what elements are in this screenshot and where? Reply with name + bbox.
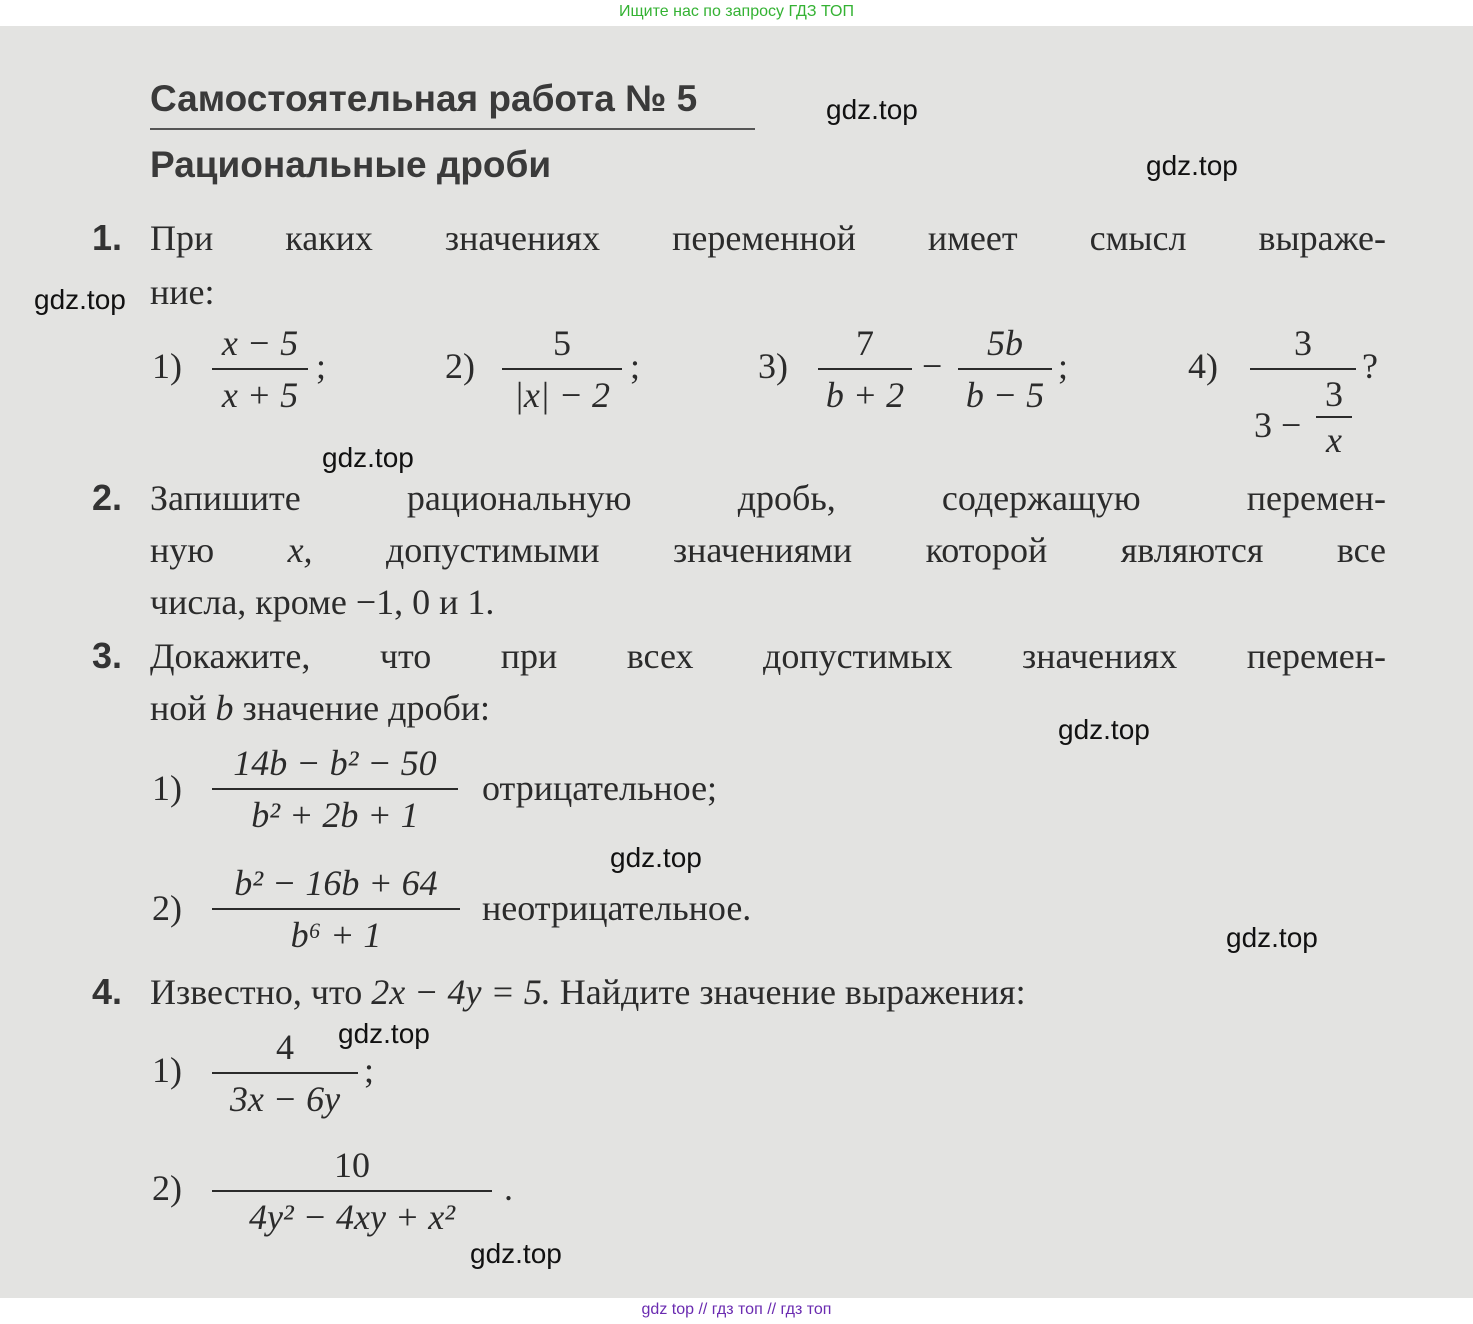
task-1-text-line-2: ние:	[150, 272, 215, 312]
variable-x: x,	[287, 530, 313, 570]
task-4-item-2-label: 2)	[152, 1168, 182, 1208]
watermark: gdz.top	[610, 842, 702, 873]
numerator: x − 5	[221, 323, 299, 363]
watermark: gdz.top	[34, 284, 126, 315]
denominator: 4y² − 4xy + x²	[248, 1197, 456, 1237]
bottom-banner: gdz top // гдз топ // гдз топ	[641, 1301, 832, 1318]
denominator: b − 5	[965, 375, 1045, 415]
task-4-number: 4.	[92, 971, 123, 1012]
task-4-item-1-label: 1)	[152, 1050, 182, 1090]
semicolon: ;	[316, 346, 327, 386]
task-3-item-1-fraction	[212, 742, 458, 836]
numerator: 5b	[987, 323, 1023, 363]
denominator: x + 5	[221, 375, 299, 415]
numerator: b² − 16b + 64	[234, 863, 438, 903]
task-2-text-line-3: числа, кроме −1, 0 и 1.	[150, 582, 495, 622]
denominator: |x| − 2	[513, 375, 611, 415]
task-2-number: 2.	[92, 477, 123, 518]
task-4-text-line-1	[150, 966, 1386, 1018]
text: Найдите значение выражения:	[559, 972, 1026, 1012]
equation: 2x − 4y = 5.	[371, 972, 551, 1012]
semicolon: ;	[364, 1050, 375, 1090]
watermark: gdz.top	[470, 1238, 562, 1269]
variable-b: b	[215, 688, 234, 728]
task-2-text-line-1: Запишите рациональную дробь, содержащую перемен-	[150, 478, 1386, 518]
task-1-item-2-fraction	[502, 322, 622, 416]
watermark: gdz.top	[1058, 714, 1150, 745]
task-1-item-3-label: 3)	[758, 346, 788, 386]
denominator: b⁶ + 1	[290, 915, 382, 955]
watermark: gdz.top	[338, 1018, 430, 1049]
task-4-item-2-fraction	[212, 1144, 492, 1238]
task-1-item-1-label: 1)	[152, 346, 182, 386]
task-2-text-line-2	[150, 524, 1386, 576]
task-1-text-line-1: При каких значениях переменной имеет смысл выраже-	[150, 218, 1386, 258]
denominator-left: 3 −	[1254, 405, 1302, 445]
task-3-number: 3.	[92, 635, 123, 676]
top-banner: Ищите нас по запросу ГДЗ ТОП	[619, 3, 854, 20]
page-subtitle: Рациональные дроби	[150, 144, 552, 185]
page-title: Самостоятельная работа № 5	[150, 78, 698, 119]
numerator: 14b − b² − 50	[233, 743, 437, 783]
numerator: 10	[334, 1145, 370, 1185]
text: Известно, что	[150, 972, 363, 1012]
semicolon: ;	[630, 346, 641, 386]
denominator: b² + 2b + 1	[251, 795, 419, 835]
task-1-item-3-fraction-a	[818, 322, 912, 416]
inner-numerator: 3	[1325, 374, 1343, 414]
task-1-item-4-fraction	[1250, 322, 1356, 474]
text: ной	[150, 688, 207, 728]
task-1-item-2-label: 2)	[445, 346, 475, 386]
text: допустимыми значениями которой являются все	[385, 530, 1387, 570]
textbook-page	[0, 26, 1473, 1298]
text: ную	[150, 530, 215, 570]
period: .	[504, 1168, 513, 1208]
task-1-number: 1.	[92, 217, 123, 258]
text: значение дроби:	[242, 688, 491, 728]
task-1-item-4-label: 4)	[1188, 346, 1218, 386]
numerator: 3	[1294, 323, 1312, 363]
task-3-item-1-condition: отрицательное;	[482, 768, 718, 808]
numerator: 7	[856, 323, 874, 363]
numerator: 5	[553, 323, 571, 363]
watermark: gdz.top	[1146, 150, 1238, 181]
task-3-text-line-2	[150, 682, 1386, 734]
inner-denominator: x	[1326, 420, 1342, 460]
task-3-item-2-fraction	[212, 862, 460, 956]
question-mark: ?	[1362, 346, 1378, 386]
title-underline	[150, 128, 755, 130]
denominator: 3x − 6y	[229, 1079, 341, 1119]
task-4-item-1-fraction	[212, 1026, 358, 1120]
task-1-item-3-fraction-b	[958, 322, 1052, 416]
semicolon: ;	[1058, 346, 1069, 386]
minus-sign: −	[922, 346, 943, 386]
task-3-item-1-label: 1)	[152, 768, 182, 808]
watermark: gdz.top	[322, 442, 414, 473]
task-1-item-1-fraction	[212, 322, 308, 416]
denominator: b + 2	[825, 375, 905, 415]
task-3-item-2-condition: неотрицательное.	[482, 888, 752, 928]
task-3-text-line-1: Докажите, что при всех допустимых значениях перемен-	[150, 636, 1386, 676]
watermark: gdz.top	[826, 94, 918, 125]
task-3-item-2-label: 2)	[152, 888, 182, 928]
watermark: gdz.top	[1226, 922, 1318, 953]
nested-denominator	[1250, 374, 1356, 474]
numerator: 4	[276, 1027, 294, 1067]
